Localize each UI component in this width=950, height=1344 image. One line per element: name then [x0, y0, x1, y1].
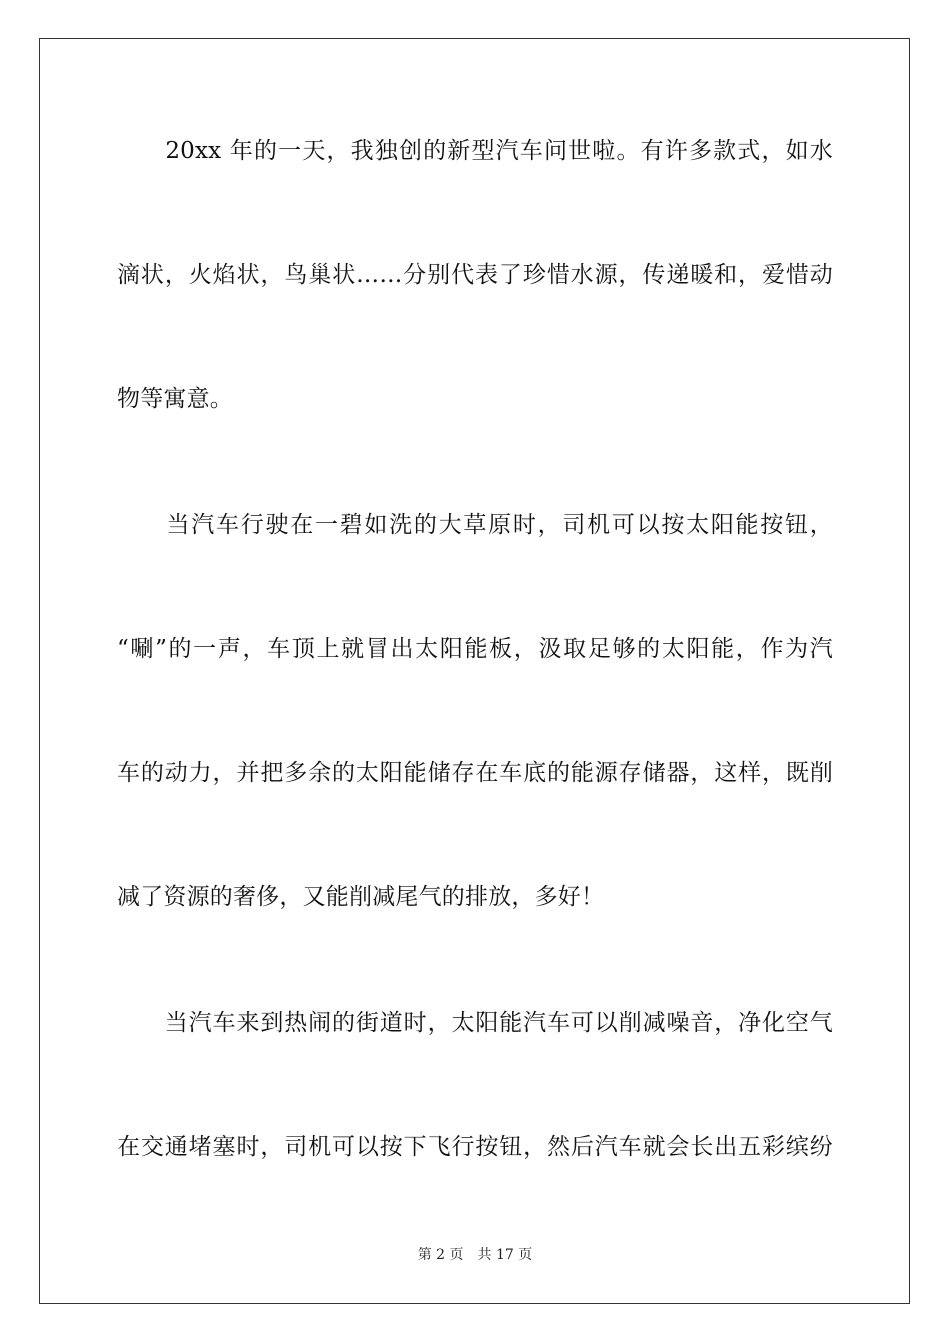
body-text-line-4: 当汽车行驶在一碧如洗的大草原时，司机可以按太阳能按钮， [117, 512, 833, 538]
body-text-line-2: 滴状，火焰状，鸟巢状……分别代表了珍惜水源，传递暖和，爱惜动 [117, 262, 833, 288]
body-text-line-9: 在交通堵塞时，司机可以按下飞行按钮，然后汽车就会长出五彩缤纷 [117, 1134, 833, 1160]
page-footer [0, 1246, 950, 1264]
page-border [39, 38, 910, 1304]
body-text-line-1: 20xx 年的一天，我独创的新型汽车问世啦。有许多款式，如水 [117, 138, 833, 164]
body-text-line-6: 车的动力，并把多余的太阳能储存在车底的能源存储器，这样，既削 [117, 760, 833, 786]
body-text-line-5: “唰”的一声，车顶上就冒出太阳能板，汲取足够的太阳能，作为汽 [117, 636, 833, 662]
total-pages: 共 17 页 [477, 1247, 533, 1263]
body-text-line-3: 物等寓意。 [117, 386, 233, 412]
body-text-line-7: 减了资源的奢侈，又能削减尾气的排放，多好！ [117, 884, 605, 910]
page-number: 第 2 页 [417, 1247, 464, 1263]
body-text-line-8: 当汽车来到热闹的街道时，太阳能汽车可以削减噪音，净化空气 [117, 1010, 833, 1036]
